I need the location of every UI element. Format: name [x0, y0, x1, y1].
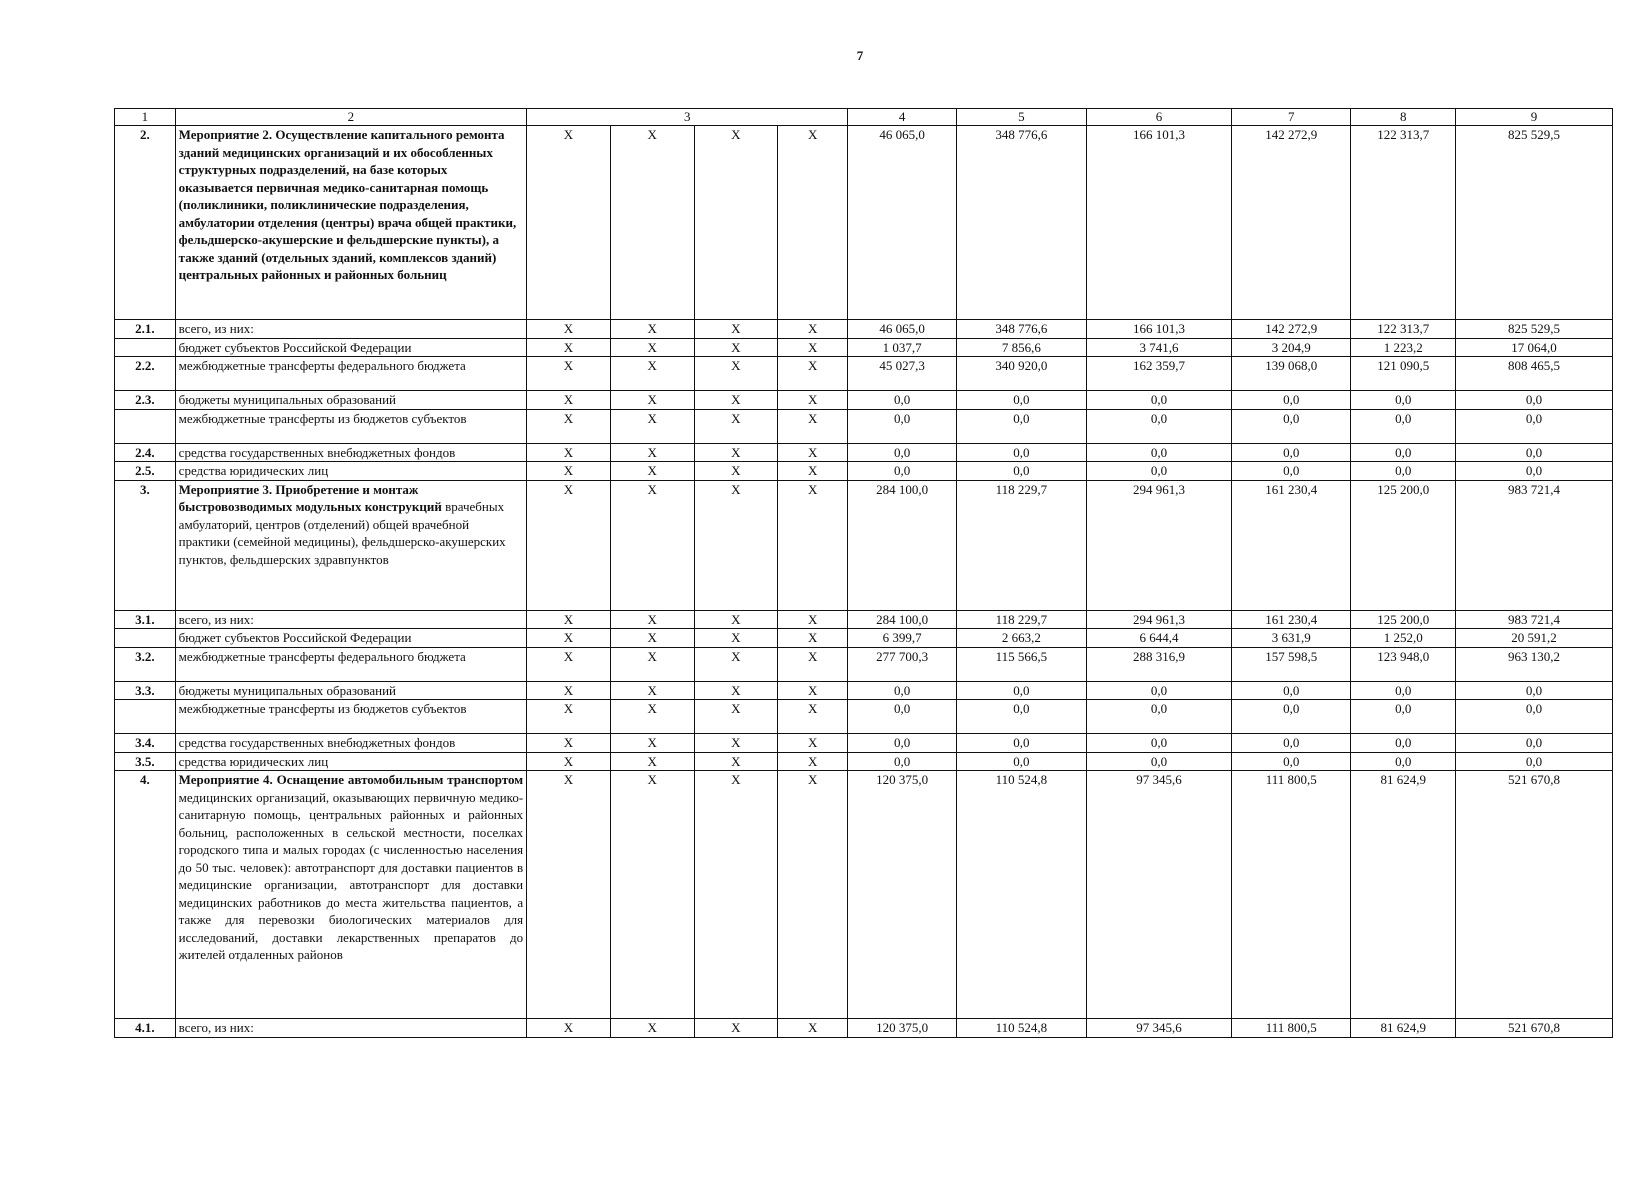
value-cell-8: 121 090,5: [1351, 357, 1456, 391]
table-row: [115, 700, 1613, 734]
table-row: [115, 126, 1613, 320]
value-cell-7: 161 230,4: [1232, 480, 1351, 610]
value-cell-8: 81 624,9: [1351, 1019, 1456, 1038]
value-cell-5: 0,0: [957, 700, 1087, 734]
value-cell-7: 161 230,4: [1232, 610, 1351, 629]
x-cell: X: [527, 480, 611, 610]
value-cell-5: 115 566,5: [957, 647, 1087, 681]
x-cell: X: [694, 409, 778, 443]
x-cell: X: [778, 647, 848, 681]
row-name: межбюджетные трансферты федерального бюджета: [175, 357, 526, 391]
row-name: всего, из них:: [175, 1019, 526, 1038]
x-cell: X: [527, 629, 611, 648]
table-row: [115, 771, 1613, 1019]
value-cell-9: 0,0: [1455, 700, 1612, 734]
x-cell: X: [527, 320, 611, 339]
row-name: средства юридических лиц: [175, 462, 526, 481]
x-cell: X: [610, 700, 694, 734]
value-cell-8: 81 624,9: [1351, 771, 1456, 1019]
table-row: [115, 647, 1613, 681]
x-cell: X: [778, 443, 848, 462]
row-number: 3.3.: [115, 681, 176, 700]
x-cell: X: [778, 320, 848, 339]
x-cell: X: [778, 700, 848, 734]
value-cell-5: 110 524,8: [957, 1019, 1087, 1038]
value-cell-7: 3 204,9: [1232, 338, 1351, 357]
table-row: [115, 357, 1613, 391]
x-cell: X: [694, 357, 778, 391]
row-name: межбюджетные трансферты из бюджетов субъектов: [175, 700, 526, 734]
x-cell: X: [527, 700, 611, 734]
value-cell-5: 340 920,0: [957, 357, 1087, 391]
row-name-rest: медицинских организаций, оказывающих первичную медико-санитарную помощь, центральных районных и районных больниц, расположенных в сельской местности, поселках городского типа и малых городах (с численностью населения до 50 тыс. человек): автотранспорт для доставки пациентов в медицинские организации, автотранспорт для доставки медицинских работников до места жительства пациентов, а также для перевозки биологических материалов для исследований, доставки лекарственных препаратов до жителей отдаленных районов: [178, 789, 524, 962]
col-header-4: 4: [848, 109, 957, 126]
x-cell: X: [778, 462, 848, 481]
x-cell: X: [694, 320, 778, 339]
x-cell: X: [694, 610, 778, 629]
table-row: [115, 338, 1613, 357]
value-cell-8: 1 252,0: [1351, 629, 1456, 648]
value-cell-8: 0,0: [1351, 391, 1456, 410]
row-name: бюджет субъектов Российской Федерации: [175, 629, 526, 648]
value-cell-7: 0,0: [1232, 700, 1351, 734]
row-number: 3.4.: [115, 734, 176, 753]
x-cell: X: [778, 734, 848, 753]
x-cell: X: [610, 443, 694, 462]
col-header-8: 8: [1351, 109, 1456, 126]
x-cell: X: [527, 734, 611, 753]
value-cell-9: 808 465,5: [1455, 357, 1612, 391]
value-cell-6: 294 961,3: [1086, 610, 1231, 629]
value-cell-9: 825 529,5: [1455, 126, 1612, 320]
row-name: межбюджетные трансферты федерального бюджета: [175, 647, 526, 681]
x-cell: X: [610, 126, 694, 320]
x-cell: X: [610, 1019, 694, 1038]
x-cell: X: [778, 752, 848, 771]
value-cell-7: 0,0: [1232, 734, 1351, 753]
value-cell-9: 0,0: [1455, 409, 1612, 443]
value-cell-4: 120 375,0: [848, 1019, 957, 1038]
column-number-row: [115, 109, 1613, 126]
value-cell-5: 2 663,2: [957, 629, 1087, 648]
table-row: [115, 681, 1613, 700]
value-cell-4: 0,0: [848, 734, 957, 753]
value-cell-7: 111 800,5: [1232, 1019, 1351, 1038]
col-header-7: 7: [1232, 109, 1351, 126]
value-cell-5: 118 229,7: [957, 610, 1087, 629]
x-cell: X: [694, 752, 778, 771]
col-header-5: 5: [957, 109, 1087, 126]
value-cell-8: 0,0: [1351, 734, 1456, 753]
x-cell: X: [778, 1019, 848, 1038]
x-cell: X: [694, 681, 778, 700]
row-number: 3.2.: [115, 647, 176, 681]
x-cell: X: [610, 320, 694, 339]
row-number: [115, 700, 176, 734]
row-name: бюджеты муниципальных образований: [175, 681, 526, 700]
value-cell-4: 0,0: [848, 462, 957, 481]
value-cell-8: 0,0: [1351, 681, 1456, 700]
row-name: средства государственных внебюджетных фондов: [175, 734, 526, 753]
x-cell: X: [610, 752, 694, 771]
row-name: межбюджетные трансферты из бюджетов субъектов: [175, 409, 526, 443]
value-cell-4: 0,0: [848, 700, 957, 734]
col-header-9: 9: [1455, 109, 1612, 126]
value-cell-7: 0,0: [1232, 462, 1351, 481]
x-cell: X: [610, 462, 694, 481]
x-cell: X: [778, 391, 848, 410]
row-name: бюджет субъектов Российской Федерации: [175, 338, 526, 357]
value-cell-4: 45 027,3: [848, 357, 957, 391]
row-number: 4.1.: [115, 1019, 176, 1038]
value-cell-6: 0,0: [1086, 752, 1231, 771]
value-cell-8: 122 313,7: [1351, 320, 1456, 339]
col-header-3: 3: [527, 109, 848, 126]
x-cell: X: [610, 409, 694, 443]
x-cell: X: [694, 629, 778, 648]
value-cell-7: 142 272,9: [1232, 320, 1351, 339]
value-cell-6: 97 345,6: [1086, 771, 1231, 1019]
x-cell: X: [527, 338, 611, 357]
value-cell-7: 111 800,5: [1232, 771, 1351, 1019]
row-number: 2.: [115, 126, 176, 320]
x-cell: X: [610, 391, 694, 410]
value-cell-6: 0,0: [1086, 700, 1231, 734]
row-number: [115, 409, 176, 443]
table-row: [115, 462, 1613, 481]
row-number: 2.3.: [115, 391, 176, 410]
table-row: [115, 320, 1613, 339]
value-cell-5: 0,0: [957, 443, 1087, 462]
x-cell: X: [694, 338, 778, 357]
value-cell-4: 277 700,3: [848, 647, 957, 681]
x-cell: X: [778, 409, 848, 443]
value-cell-8: 0,0: [1351, 443, 1456, 462]
x-cell: X: [610, 734, 694, 753]
x-cell: X: [527, 771, 611, 1019]
value-cell-4: 284 100,0: [848, 610, 957, 629]
row-name-bold: Мероприятие 3. Приобретение и монтаж быстровозводимых модульных конструкций: [178, 481, 442, 514]
x-cell: X: [694, 1019, 778, 1038]
value-cell-9: 0,0: [1455, 681, 1612, 700]
value-cell-7: 0,0: [1232, 391, 1351, 410]
value-cell-9: 0,0: [1455, 752, 1612, 771]
value-cell-6: 0,0: [1086, 443, 1231, 462]
value-cell-7: 0,0: [1232, 409, 1351, 443]
value-cell-5: 0,0: [957, 681, 1087, 700]
value-cell-4: 0,0: [848, 681, 957, 700]
x-cell: X: [694, 443, 778, 462]
value-cell-4: 120 375,0: [848, 771, 957, 1019]
x-cell: X: [527, 443, 611, 462]
row-name: всего, из них:: [175, 610, 526, 629]
x-cell: X: [778, 629, 848, 648]
col-header-1: 1: [115, 109, 176, 126]
value-cell-9: 825 529,5: [1455, 320, 1612, 339]
x-cell: X: [694, 700, 778, 734]
value-cell-7: 0,0: [1232, 443, 1351, 462]
value-cell-4: 46 065,0: [848, 320, 957, 339]
value-cell-4: 1 037,7: [848, 338, 957, 357]
value-cell-6: 6 644,4: [1086, 629, 1231, 648]
row-name: [175, 771, 526, 1019]
value-cell-9: 0,0: [1455, 391, 1612, 410]
x-cell: X: [527, 752, 611, 771]
x-cell: X: [610, 480, 694, 610]
row-number: 4.: [115, 771, 176, 1019]
value-cell-9: 17 064,0: [1455, 338, 1612, 357]
x-cell: X: [694, 391, 778, 410]
value-cell-6: 3 741,6: [1086, 338, 1231, 357]
value-cell-7: 3 631,9: [1232, 629, 1351, 648]
value-cell-8: 122 313,7: [1351, 126, 1456, 320]
row-number: 2.4.: [115, 443, 176, 462]
value-cell-6: 97 345,6: [1086, 1019, 1231, 1038]
value-cell-5: 118 229,7: [957, 480, 1087, 610]
row-number: 3.5.: [115, 752, 176, 771]
table-row: [115, 409, 1613, 443]
value-cell-9: 0,0: [1455, 734, 1612, 753]
x-cell: X: [610, 357, 694, 391]
row-number: [115, 629, 176, 648]
value-cell-7: 142 272,9: [1232, 126, 1351, 320]
x-cell: X: [694, 126, 778, 320]
value-cell-5: 7 856,6: [957, 338, 1087, 357]
x-cell: X: [694, 734, 778, 753]
row-name-bold: Мероприятие 4. Оснащение автомобильным транспортом: [178, 772, 524, 787]
value-cell-4: 0,0: [848, 391, 957, 410]
col-header-2: 2: [175, 109, 526, 126]
x-cell: X: [610, 681, 694, 700]
value-cell-8: 0,0: [1351, 462, 1456, 481]
row-name: бюджеты муниципальных образований: [175, 391, 526, 410]
x-cell: X: [778, 771, 848, 1019]
value-cell-5: 0,0: [957, 734, 1087, 753]
value-cell-8: 123 948,0: [1351, 647, 1456, 681]
page-number: 7: [856, 48, 864, 63]
value-cell-6: 166 101,3: [1086, 126, 1231, 320]
x-cell: X: [527, 1019, 611, 1038]
x-cell: X: [778, 126, 848, 320]
row-number: 2.2.: [115, 357, 176, 391]
value-cell-9: 20 591,2: [1455, 629, 1612, 648]
table-row: [115, 610, 1613, 629]
value-cell-8: 125 200,0: [1351, 480, 1456, 610]
value-cell-6: 166 101,3: [1086, 320, 1231, 339]
row-number: 3.: [115, 480, 176, 610]
value-cell-7: 139 068,0: [1232, 357, 1351, 391]
value-cell-5: 348 776,6: [957, 320, 1087, 339]
row-name: всего, из них:: [175, 320, 526, 339]
x-cell: X: [527, 610, 611, 629]
value-cell-9: 521 670,8: [1455, 771, 1612, 1019]
row-number: 2.1.: [115, 320, 176, 339]
row-number: 2.5.: [115, 462, 176, 481]
value-cell-8: 1 223,2: [1351, 338, 1456, 357]
value-cell-9: 983 721,4: [1455, 610, 1612, 629]
value-cell-5: 348 776,6: [957, 126, 1087, 320]
value-cell-9: 963 130,2: [1455, 647, 1612, 681]
row-number: [115, 338, 176, 357]
value-cell-8: 0,0: [1351, 700, 1456, 734]
value-cell-6: 288 316,9: [1086, 647, 1231, 681]
x-cell: X: [527, 126, 611, 320]
value-cell-6: 294 961,3: [1086, 480, 1231, 610]
x-cell: X: [778, 480, 848, 610]
row-name: [175, 480, 526, 610]
x-cell: X: [694, 647, 778, 681]
x-cell: X: [694, 462, 778, 481]
x-cell: X: [610, 610, 694, 629]
value-cell-7: 157 598,5: [1232, 647, 1351, 681]
table-row: [115, 1019, 1613, 1038]
value-cell-5: 0,0: [957, 752, 1087, 771]
value-cell-4: 6 399,7: [848, 629, 957, 648]
row-number: 3.1.: [115, 610, 176, 629]
x-cell: X: [778, 338, 848, 357]
value-cell-8: 125 200,0: [1351, 610, 1456, 629]
value-cell-4: 46 065,0: [848, 126, 957, 320]
funding-table: [114, 108, 1613, 1038]
value-cell-7: 0,0: [1232, 681, 1351, 700]
row-name: Мероприятие 2. Осуществление капитального ремонта зданий медицинских организаций и их обособленных структурных подразделений, на базе которых оказывается первичная медико-санитарная помощь (поликлиники, поликлинические подразделения, амбулатории отделения (центры) врача общей практики, фельдшерско-акушерские и фельдшерские пункты), а также зданий (отдельных зданий, комплексов зданий) центральных районных и районных больниц: [175, 126, 526, 320]
value-cell-6: 0,0: [1086, 681, 1231, 700]
value-cell-9: 0,0: [1455, 462, 1612, 481]
value-cell-8: 0,0: [1351, 752, 1456, 771]
row-name-rest: врачебных амбулаторий, центров (отделений) общей врачебной практики (семейной медицины), фельдшерско-акушерских пунктов, фельдшерских здравпунктов: [178, 499, 506, 567]
x-cell: X: [527, 462, 611, 481]
x-cell: X: [694, 771, 778, 1019]
value-cell-8: 0,0: [1351, 409, 1456, 443]
x-cell: X: [694, 480, 778, 610]
table-row: [115, 480, 1613, 610]
value-cell-4: 0,0: [848, 752, 957, 771]
x-cell: X: [778, 681, 848, 700]
x-cell: X: [527, 681, 611, 700]
value-cell-6: 0,0: [1086, 409, 1231, 443]
value-cell-5: 110 524,8: [957, 771, 1087, 1019]
value-cell-6: 0,0: [1086, 462, 1231, 481]
value-cell-7: 0,0: [1232, 752, 1351, 771]
row-name: средства юридических лиц: [175, 752, 526, 771]
value-cell-5: 0,0: [957, 409, 1087, 443]
x-cell: X: [527, 647, 611, 681]
value-cell-6: 0,0: [1086, 391, 1231, 410]
table-row: [115, 752, 1613, 771]
x-cell: X: [610, 338, 694, 357]
x-cell: X: [527, 357, 611, 391]
table-row: [115, 443, 1613, 462]
value-cell-5: 0,0: [957, 462, 1087, 481]
value-cell-6: 0,0: [1086, 734, 1231, 753]
value-cell-9: 521 670,8: [1455, 1019, 1612, 1038]
value-cell-4: 0,0: [848, 443, 957, 462]
x-cell: X: [610, 771, 694, 1019]
value-cell-6: 162 359,7: [1086, 357, 1231, 391]
table-row: [115, 629, 1613, 648]
x-cell: X: [527, 391, 611, 410]
value-cell-5: 0,0: [957, 391, 1087, 410]
x-cell: X: [778, 610, 848, 629]
x-cell: X: [778, 357, 848, 391]
col-header-6: 6: [1086, 109, 1231, 126]
table-row: [115, 391, 1613, 410]
x-cell: X: [527, 409, 611, 443]
table-row: [115, 734, 1613, 753]
x-cell: X: [610, 647, 694, 681]
x-cell: X: [610, 629, 694, 648]
value-cell-9: 0,0: [1455, 443, 1612, 462]
row-name: средства государственных внебюджетных фондов: [175, 443, 526, 462]
value-cell-9: 983 721,4: [1455, 480, 1612, 610]
value-cell-4: 284 100,0: [848, 480, 957, 610]
value-cell-4: 0,0: [848, 409, 957, 443]
